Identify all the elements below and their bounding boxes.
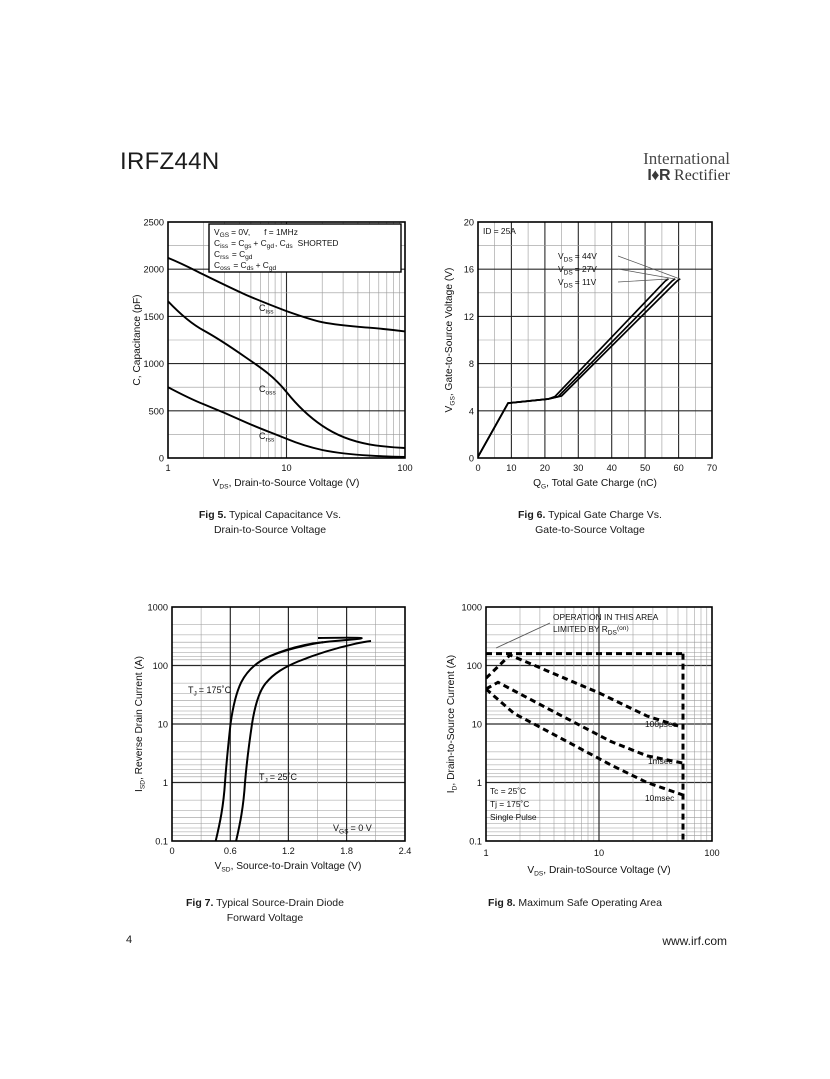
fig8-label-10msec: 10msec — [645, 793, 675, 803]
svg-text:0: 0 — [475, 463, 481, 473]
svg-text:8: 8 — [468, 359, 474, 370]
svg-text:1000: 1000 — [147, 602, 168, 613]
fig6-label: Fig 6. — [518, 509, 546, 521]
svg-text:1500: 1500 — [143, 311, 164, 322]
svg-text:10: 10 — [281, 463, 292, 473]
svg-text:Coss= Cds+ Cgd: $C_{oss} = C_{ds} + C_{gd}$ — [214, 260, 277, 273]
svg-text:Ciss= Cgs+ Cgd, CdsSHORTED: $C_{iss} = C_{gs} + C_{gd}$, $C_{ds}$ SHORTED — [214, 238, 339, 251]
svg-text:10: 10 — [506, 463, 517, 473]
svg-text:1: 1 — [476, 778, 482, 788]
label-crss: $C_{rss}$ — [259, 431, 275, 444]
svg-text:0.6: 0.6 — [223, 846, 237, 856]
svg-text:2.4: 2.4 — [398, 846, 412, 856]
label-coss: $C_{oss}$ — [259, 384, 276, 397]
fig8-cond-pulse: Single Pulse — [490, 812, 537, 822]
svg-text:1: 1 — [165, 463, 171, 473]
svg-text:VDS= 44V: $V_{DS} = 44V$ — [558, 251, 597, 264]
fig7-caption-line2: Forward Voltage — [226, 912, 304, 925]
fig5-caption-line2: Drain-to-Source Voltage — [213, 524, 327, 537]
fig8-x-ticklabels — [483, 848, 719, 858]
fig6-id-note: ID = 25A — [483, 226, 516, 236]
logo-rectifier-text: Rectifier — [674, 166, 730, 184]
fig6-curves — [478, 279, 680, 457]
fig5-label: Fig 5. — [198, 509, 227, 521]
fig8-cond-tc: Tc = 25˚C — [490, 786, 527, 796]
fig6-caption-line2: Gate-to-Source Voltage — [535, 524, 645, 537]
fig6-caption-line1: Typical Gate Charge Vs. — [548, 509, 662, 521]
curve-10msec — [486, 689, 683, 795]
caption-fig7 — [115, 896, 415, 926]
page-number: 4 — [126, 934, 133, 946]
fig5-x-ticklabels — [165, 463, 412, 473]
curve-vds-44v — [478, 279, 680, 457]
fig6-x-ticklabels — [475, 463, 717, 473]
chart-fig6 — [440, 212, 730, 492]
svg-text:0.1: 0.1 — [155, 836, 168, 847]
fig8-note-line2: LIMITED BY $R_{DS}^{(on)}$ — [553, 624, 629, 637]
caption-fig8 — [425, 896, 725, 911]
svg-text:0: 0 — [468, 453, 474, 464]
svg-text:4: 4 — [468, 406, 474, 417]
fig5-caption-line1: Typical Capacitance Vs. — [229, 509, 342, 521]
svg-text:20: 20 — [463, 217, 474, 228]
chart-fig7 — [128, 598, 418, 873]
svg-text:20: 20 — [539, 463, 551, 473]
curve-tj-25c — [236, 641, 371, 841]
brand-logo — [643, 150, 730, 185]
page-title: IRFZ44N — [120, 148, 220, 175]
svg-text:Crss= Cgd: $C_{rss} = C_{gd}$ — [214, 249, 253, 262]
svg-text:1: 1 — [483, 848, 489, 858]
fig5-x-axis-title: $V_{DS}$, Drain-to-Source Voltage (V) — [212, 478, 360, 491]
svg-text:VDS= 11V: $V_{DS} = 11V$ — [558, 277, 597, 290]
svg-text:16: 16 — [463, 264, 474, 275]
fig7-label-hot: $T_J$ = 175˚C — [188, 685, 232, 698]
logo-international: International — [643, 149, 730, 168]
logo-mark: I♦R — [647, 166, 671, 184]
fig6-x-axis-title: $Q_G$, Total Gate Charge (nC) — [533, 478, 657, 491]
chart-fig5 — [128, 212, 418, 492]
fig6-curve-labels — [558, 251, 597, 289]
svg-text:10: 10 — [593, 848, 605, 858]
fig7-label-cold: $T_J$ = 25˚C — [259, 772, 298, 785]
logo-rectifier — [643, 168, 730, 185]
fig7-x-axis-title: $V_{SD}$, Source-to-Drain Voltage (V) — [214, 861, 362, 873]
fig8-note-leader — [496, 623, 550, 648]
footer-url: www.irf.com — [662, 934, 727, 948]
svg-text:100: 100 — [466, 661, 482, 671]
fig5-y-axis-title: C, Capacitance (pF) — [132, 294, 143, 386]
fig8-note-line1: OPERATION IN THIS AREA — [553, 612, 659, 622]
svg-text:30: 30 — [573, 463, 584, 473]
svg-text:0: 0 — [158, 453, 164, 464]
fig7-caption-line1: Typical Source-Drain Diode — [216, 897, 344, 909]
svg-text:1000: 1000 — [461, 602, 482, 613]
fig6-y-ticklabels — [464, 218, 474, 464]
fig8-label-100usec: 100μsec — [645, 719, 677, 729]
svg-text:VDS= 27V: $V_{DS} = 27V$ — [558, 264, 597, 277]
fig8-x-axis-title: $V_{DS}$, Drain-toSource Voltage (V) — [527, 865, 671, 878]
svg-text:10: 10 — [157, 719, 168, 730]
fig8-y-ticklabels — [462, 603, 482, 847]
svg-text:2500: 2500 — [143, 217, 164, 228]
svg-text:0: 0 — [169, 846, 175, 856]
svg-text:40: 40 — [606, 463, 617, 473]
svg-text:1: 1 — [162, 778, 168, 788]
fig5-y-ticklabels — [144, 218, 164, 464]
fig8-caption-line1: Maximum Safe Operating Area — [518, 897, 662, 909]
fig7-label: Fig 7. — [186, 897, 214, 909]
chart-fig8 — [440, 598, 730, 878]
fig8-cond-tj: Tj = 175˚C — [490, 799, 530, 809]
fig8-label-1msec: 1msec — [648, 756, 673, 766]
svg-text:2000: 2000 — [143, 264, 164, 275]
svg-text:100: 100 — [152, 661, 168, 671]
svg-text:100: 100 — [704, 848, 720, 858]
svg-text:1.8: 1.8 — [340, 846, 353, 856]
fig7-y-axis-title: $I_{SD}$, Reverse Drain Current (A) — [134, 656, 147, 792]
curve-vds-11v — [478, 279, 669, 457]
svg-text:500: 500 — [148, 406, 164, 417]
caption-fig6 — [440, 508, 740, 538]
svg-text:12: 12 — [463, 311, 474, 322]
fig7-label-vgs: $V_{GS} = 0$ V — [333, 823, 372, 836]
fig8-label: Fig 8. — [488, 897, 516, 909]
fig8-y-axis-title: $I_D$, Drain-to-Source Current (A) — [446, 654, 459, 794]
svg-text:50: 50 — [639, 463, 651, 473]
svg-text:VGS= 0V,f = 1MHz: $V_{GS} = 0V$, f = 1MHz — [214, 227, 298, 240]
caption-fig5 — [120, 508, 420, 538]
svg-text:1000: 1000 — [143, 359, 164, 370]
label-ciss: $C_{iss}$ — [259, 303, 274, 316]
fig6-y-axis-title: $V_{GS}$, Gate-to-Source Voltage (V) — [444, 267, 457, 413]
svg-text:60: 60 — [673, 463, 684, 473]
fig7-y-ticklabels — [148, 603, 168, 847]
svg-text:0.1: 0.1 — [469, 836, 482, 847]
svg-text:70: 70 — [706, 463, 718, 473]
svg-text:100: 100 — [397, 463, 413, 473]
svg-text:1.2: 1.2 — [282, 846, 295, 856]
svg-text:10: 10 — [471, 719, 482, 730]
fig7-x-ticklabels — [169, 846, 411, 856]
